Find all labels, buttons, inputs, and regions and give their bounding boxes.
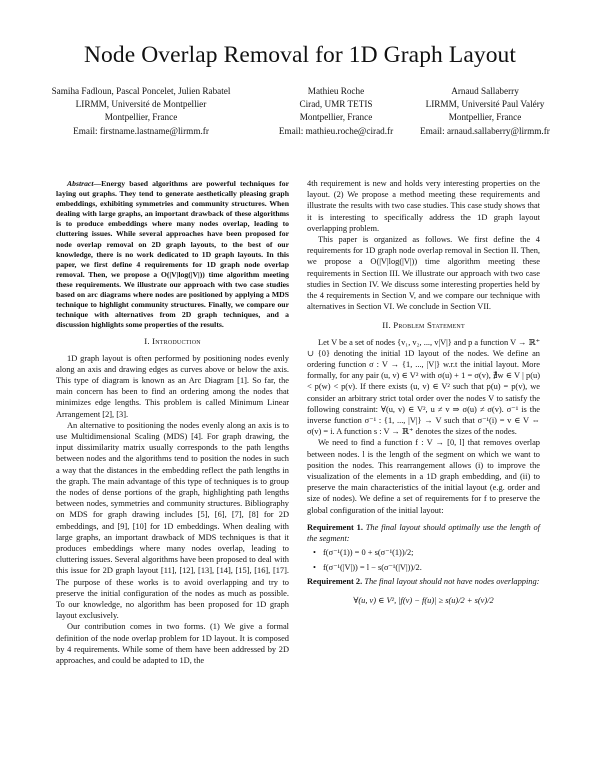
- intro-paragraph-3: Our contribution comes in two forms. (1) We give a formal definition of the node overlap problem for 1D layout. It is composed by 4 requirements. While some of them have been addressed by 2D approaches, and could be adapted to 1D, the: [56, 622, 289, 666]
- intro-paragraph-1: 1D graph layout is often performed by positioning nodes evenly along an axis and drawing edges as curves above or below the axis. This type of diagram is known as an Arc Diagram [1]. So far, the main concern has been to find an ordering among the nodes that minimizes edge lengths. This problem is called Minimum Linear Arrangement [2], [3].: [56, 353, 289, 419]
- requirement-text: The final layout should not have nodes overlapping:: [364, 576, 540, 586]
- intro-paragraph-2: An alternative to positioning the nodes evenly along an axis is to use Multidimensional Scaling (MDS) [4]. For graph drawing, the input dissimilarity matrix usually corresponds to the path lengths between nodes and the algorithms tend to position the nodes in such a way that the distances in the embedding reflect the path lengths in the graph. The main advantage of this type of techniques is to group the nodes of dense portions of the graph, highlighting path lengths between nodes, symmetries and community structures. Bibliography on MDS for graph drawing includes [5], [6], [7], [8] for 2D embeddings, and [9], [10] for 1D embeddings. When dealing with large graphs, an important drawback of MDS techniques is that it produces embeddings where many nodes overlap, leading to cluttering issues. Several algorithms have been proposed to deal with this issue for 2D graph layout [11], [12], [13], [14], [15], [16], [17]. The purpose of these works is to avoid overlapping and try to preserve the initial configuration of the nodes as much as possible. To our knowledge, no algorithm has been proposed for 1D graph layout exclusively.: [56, 420, 289, 621]
- requirement-label: Requirement 1.: [307, 522, 363, 532]
- author-block-1: [36, 85, 246, 138]
- author-names: Arnaud Sallaberry: [451, 86, 519, 96]
- abstract-text: —Energy based algorithms are powerful techniques for laying out graphs. They tend to generate aesthetically pleasing graph embeddings, exhibiting symmetries and community structures. When dealing with large graphs, an important drawback of these algorithms is to produce embeddings where many nodes overlap, leading to cluttering issues. While several approaches have been proposed for node overlap removal on 2D graph layouts, to the best of our knowledge, there is no work dedicated to 1D graph layouts. In this paper, we first define 4 requirements for 1D graph node overlap removal. Then, we propose a O(|V|log(|V|)) time algorithm meeting these requirements. We illustrate our approach with two case studies based on arc diagrams where nodes are positioned by applying a MDS technique to highlight community structures. Finally, we compare our technique with alternatives from 2D graph techniques, and a discussion highlights some properties of the results.: [56, 179, 289, 330]
- author-names: Samiha Fadloun, Pascal Poncelet, Julien Rabatel: [51, 86, 231, 96]
- section-heading-problem-statement: II. Problem Statement: [382, 320, 465, 331]
- author-block-2: [271, 85, 401, 138]
- requirement-label: Requirement 2.: [307, 576, 363, 586]
- problem-paragraph-2: We need to find a function f : V → [0, l] that removes overlap between nodes. l is the length of the segment on which we want to position the nodes. This rearrangement allows (i) to improve the visualization of the elements in a 1D graph embedding, and (ii) to preserve the main characteristics of the initial layout (e.g. order and size of nodes). We define a set of requirements for f to preserve the global configuration of the initial layout:: [307, 438, 540, 515]
- paper-title: Node Overlap Removal for 1D Graph Layout: [83, 42, 517, 68]
- intro-paragraph-5: This paper is organized as follows. We first define the 4 requirements for 1D graph node overlap removal in Section II. Then, we propose a O(|V|log(|V|)) time algorithm meeting these requirements in Section III. We illustrate our approach with two case studies in Section IV. We discuss some interesting properties held by the 4 requirements in Section V, and we compare our technique with alternatives in Section VI. We conclude in Section VII.: [307, 235, 540, 312]
- requirement-2-formula: ∀(u, v) ∈ V², |f(v) − f(u)| ≥ s(u)/2 + s(v)/2: [353, 595, 494, 605]
- problem-paragraph-1: Let V be a set of nodes {v₁, v₂, ..., v|V|} and p a function V → ℝ⁺ ∪ {0} denoting the initial 1D layout of the nodes. We define an ordering function σ : V → {1, ..., |V|} w.r.t the initial layout. More formally, for any pair (u, v) ∈ V² with σ(u) + 1 = σ(v), ∄w ∈ V | p(u) < p(w) < p(v). If there exists (u, v) ∈ V² such that p(u) = p(v), we consider an arbitrary strict total order over the nodes V to satisfy the following constraint: ∀(u, v) ∈ V², u ≠ v ⇒ σ(u) ≠ σ(v). σ⁻¹ is the inverse function σ⁻¹ : {1, ..., |V|} → V such that σ⁻¹(i) = v ∈ V ⇔ σ(v) = i. A function s : V → ℝ⁺ denotes the sizes of the nodes.: [307, 337, 540, 437]
- abstract: [56, 179, 289, 330]
- abstract-label: Abstract: [67, 179, 94, 188]
- author-affiliation: LIRMM, Université Paul Valéry: [425, 99, 545, 110]
- section-heading-introduction: I. Introduction: [144, 336, 201, 347]
- author-location: Montpellier, France: [448, 112, 522, 123]
- author-block-3: [405, 85, 565, 138]
- author-affiliation: LIRMM, Université de Montpellier: [75, 99, 207, 110]
- author-location: Montpellier, France: [104, 112, 178, 123]
- author-email: Email: mathieu.roche@cirad.fr: [278, 125, 394, 136]
- requirement-text: The final layout should optimally use the length of the segment:: [307, 522, 540, 544]
- left-column: [56, 179, 289, 666]
- bullet-item: • f(σ⁻¹(|V|)) = l − s(σ⁻¹(|V|))/2.: [323, 562, 540, 573]
- requirement-1: [307, 522, 540, 544]
- bullet-item: • f(σ⁻¹(1)) = 0 + s(σ⁻¹(1))/2;: [323, 547, 540, 558]
- requirement-1-bullets: [307, 547, 540, 572]
- author-location: Montpellier, France: [299, 112, 373, 123]
- author-affiliation: Cirad, UMR TETIS: [299, 99, 373, 110]
- requirement-2: [307, 576, 540, 587]
- author-email: Email: firstname.lastname@lirmm.fr: [73, 125, 209, 136]
- right-column: [307, 178, 540, 606]
- intro-paragraph-4: 4th requirement is new and holds very interesting properties on the layout. (2) We propose a method meeting these requirements and illustrate the results with two case studies. This case study shows that it is interesting to specifically address the 1D graph layout overlapping problem.: [307, 179, 540, 233]
- author-names: Mathieu Roche: [307, 86, 365, 96]
- author-email: Email: arnaud.sallaberry@lirmm.fr: [420, 125, 550, 136]
